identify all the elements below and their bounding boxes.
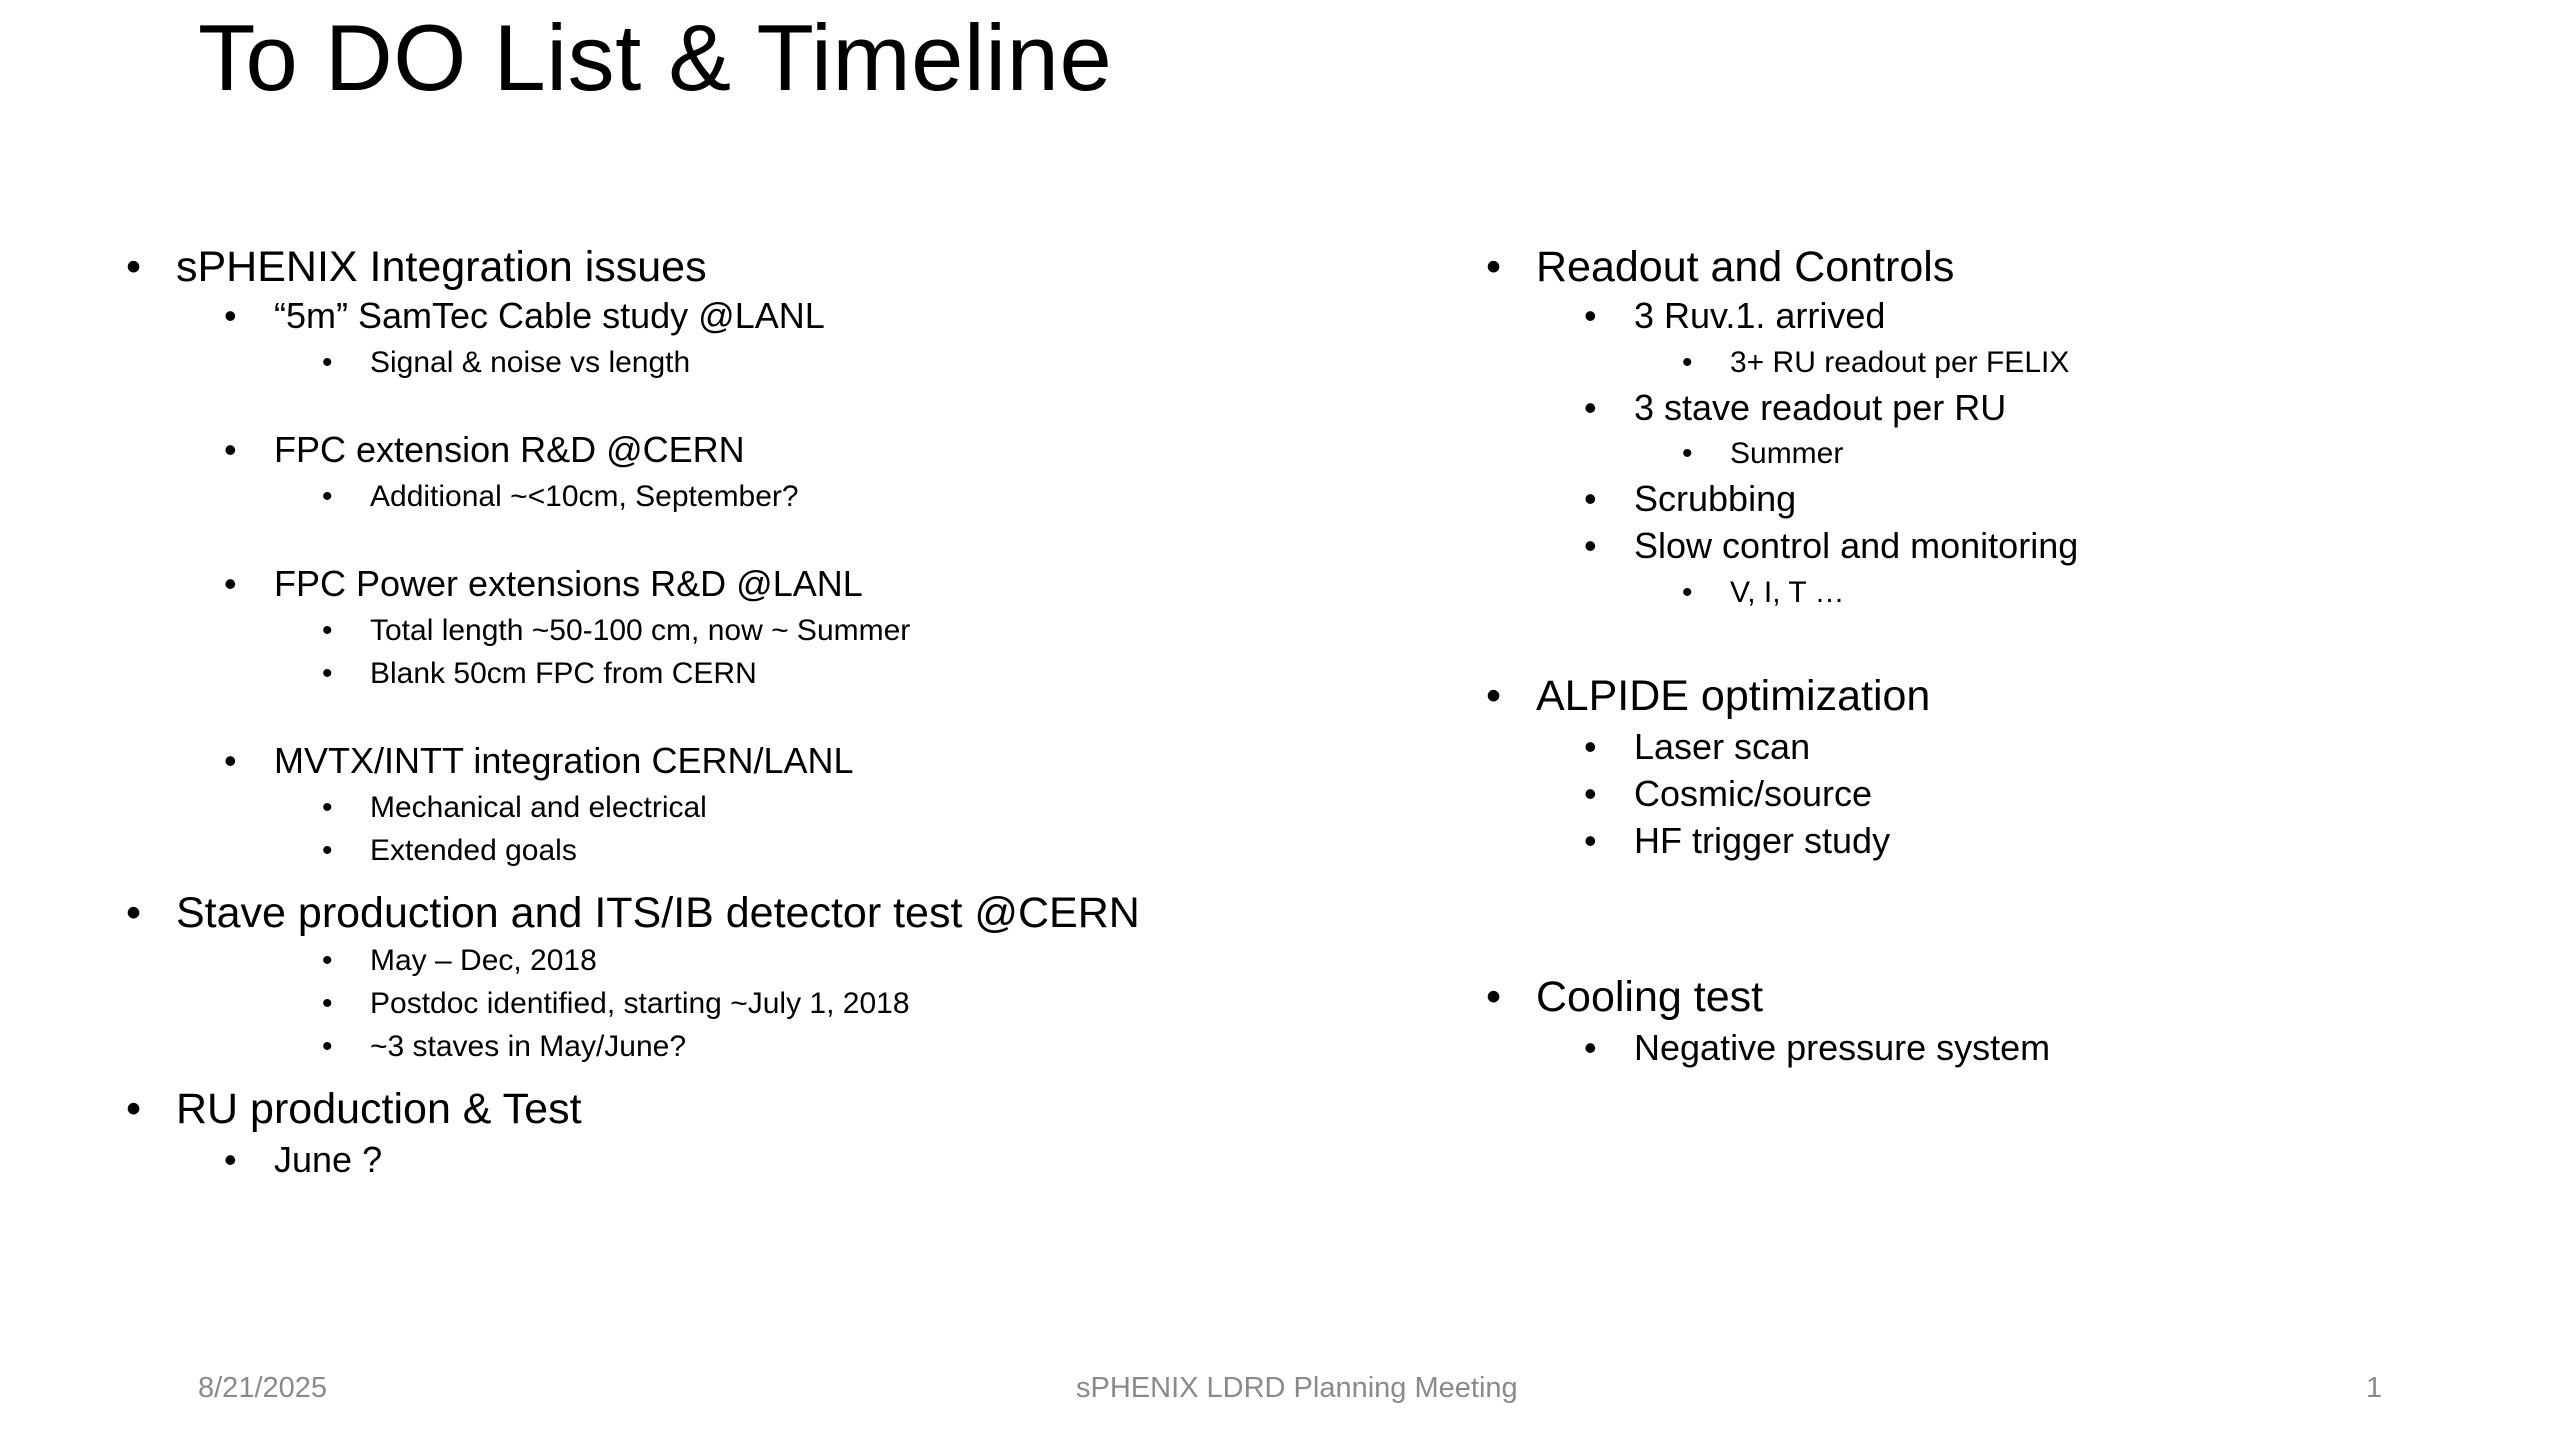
bullet-text: HF trigger study — [1634, 820, 1891, 861]
bullet-dot: • — [322, 987, 333, 1020]
bullet-dot: • — [1682, 346, 1693, 379]
bullet-dot: • — [1486, 672, 1502, 720]
bullet-text: “5m” SamTec Cable study @LANL — [274, 295, 825, 336]
bullet-dot: • — [322, 614, 333, 647]
bullet-text: June ? — [274, 1139, 383, 1180]
footer-date: 8/21/2025 — [198, 1372, 328, 1404]
bullet-dot: • — [322, 480, 333, 513]
bullet-dot: • — [224, 429, 237, 470]
bullet-dot: • — [1584, 295, 1597, 336]
bullet-text: RU production & Test — [176, 1085, 582, 1133]
bullet-dot: • — [322, 657, 333, 690]
bullet-text: Cosmic/source — [1634, 773, 1873, 814]
bullet-dot: • — [1584, 820, 1597, 861]
bullet-dot: • — [322, 791, 333, 824]
bullet-dot: • — [1584, 773, 1597, 814]
bullet-dot: • — [1584, 726, 1597, 767]
bullet-dot: • — [322, 944, 333, 977]
bullet-dot: • — [224, 295, 237, 336]
slide-title: To DO List & Timeline — [198, 5, 1113, 110]
bullet-dot: • — [1682, 576, 1693, 609]
bullet-text: FPC extension R&D @CERN — [274, 429, 745, 470]
bullet-dot: • — [1682, 437, 1693, 470]
bullet-text: Total length ~50-100 cm, now ~ Summer — [370, 614, 911, 647]
bullet-text: Readout and Controls — [1536, 243, 1955, 291]
bullet-dot: • — [224, 563, 237, 604]
bullet-dot: • — [126, 1085, 142, 1133]
bullet-dot: • — [1584, 525, 1597, 566]
bullet-dot: • — [1584, 1027, 1597, 1068]
bullet-text: ~3 staves in May/June? — [370, 1030, 687, 1063]
bullet-text: Additional ~<10cm, September? — [370, 480, 799, 513]
bullet-dot: • — [1486, 973, 1502, 1021]
bullet-dot: • — [224, 1139, 237, 1180]
bullet-text: Scrubbing — [1634, 478, 1797, 519]
footer-title: sPHENIX LDRD Planning Meeting — [1076, 1372, 1518, 1404]
bullet-text: FPC Power extensions R&D @LANL — [274, 563, 863, 604]
bullet-dot: • — [322, 346, 333, 379]
bullet-text: Postdoc identified, starting ~July 1, 2018 — [370, 987, 910, 1020]
page-number: 1 — [2366, 1372, 2383, 1404]
bullet-text: Mechanical and electrical — [370, 791, 707, 824]
bullet-text: Laser scan — [1634, 726, 1811, 767]
bullet-text: sPHENIX Integration issues — [176, 243, 707, 291]
bullet-text: Extended goals — [370, 834, 577, 867]
bullet-dot: • — [126, 889, 142, 937]
bullet-text: 3 Ruv.1. arrived — [1634, 295, 1886, 336]
bullet-text: Slow control and monitoring — [1634, 525, 2079, 566]
bullet-dot: • — [126, 243, 142, 291]
bullet-text: Negative pressure system — [1634, 1027, 2051, 1068]
bullet-text: Cooling test — [1536, 973, 1764, 1021]
bullet-text: 3+ RU readout per FELIX — [1730, 346, 2070, 379]
bullet-text: May – Dec, 2018 — [370, 944, 597, 977]
bullet-dot: • — [224, 740, 237, 781]
bullet-text: 3 stave readout per RU — [1634, 387, 2007, 428]
bullet-text: V, I, T … — [1730, 576, 1845, 609]
bullet-dot: • — [1584, 387, 1597, 428]
bullet-dot: • — [1584, 478, 1597, 519]
bullet-text: ALPIDE optimization — [1536, 672, 1931, 720]
bullet-text: Stave production and ITS/IB detector test @CERN — [176, 889, 1140, 937]
bullet-text: Blank 50cm FPC from CERN — [370, 657, 757, 690]
bullet-dot: • — [1486, 243, 1502, 291]
bullet-text: Signal & noise vs length — [370, 346, 691, 379]
bullet-dot: • — [322, 1030, 333, 1063]
bullet-dot: • — [322, 834, 333, 867]
bullet-text: Summer — [1730, 437, 1844, 470]
bullet-text: MVTX/INTT integration CERN/LANL — [274, 740, 854, 781]
